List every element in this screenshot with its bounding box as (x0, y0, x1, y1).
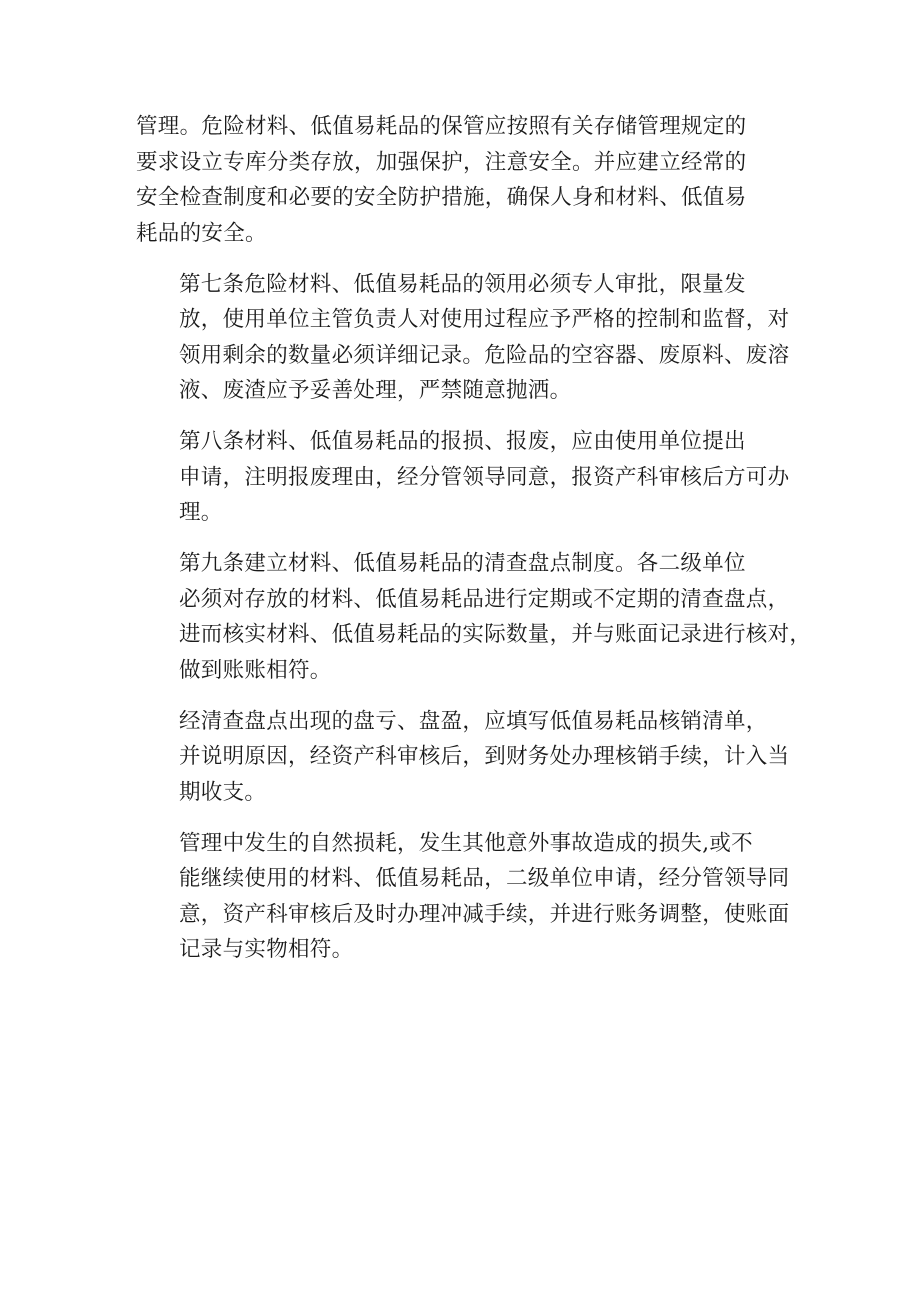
paragraph-article-8 (136, 424, 808, 531)
text-line: 申请，注明报废理由，经分管领导同意，报资产科审核后方可办 (179, 464, 790, 490)
text-line: 能继续使用的材料、低值易耗品，二级单位申请，经分管领导同 (179, 866, 790, 891)
text-line: 管理。危险材料、低值易耗品的保管应按照有关存储管理规定的 (136, 114, 747, 139)
text-line: 经清查盘点出现的盘亏、盘盈，应填写低值易耗品核销清单， (179, 708, 768, 734)
paragraph-article-9 (136, 546, 812, 688)
text-line: 必须对存放的材料、低值易耗品进行定期或不定期的清查盘点， (179, 586, 790, 612)
text-line: 记录与实物相符。 (179, 937, 354, 962)
paragraph-natural-loss (136, 826, 808, 968)
text-line: 要求设立专库分类存放，加强保护，注意安全。并应建立经常的 (136, 149, 747, 175)
paragraph-inventory-discrepancy (136, 704, 808, 811)
text-line: 理。 (179, 500, 223, 525)
text-line: 期收支。 (179, 779, 267, 805)
text-line: 并说明原因，经资产科审核后，到财务处办理核销手续，计入当 (179, 744, 790, 769)
text-line: 意，资产科审核后及时办理冲减手续，并进行账务调整，使账面 (179, 901, 790, 927)
text-line: 第七条危险材料、低值易耗品的领用必须专人审批，限量发 (179, 271, 746, 297)
document-body (136, 109, 812, 983)
text-line: 第九条建立材料、低值易耗品的清查盘点制度。各二级单位 (179, 551, 746, 576)
text-line: 第八条材料、低值易耗品的报损、报废，应由使用单位提出 (179, 429, 746, 454)
paragraph-article-7 (136, 267, 808, 409)
text-line: 液、废渣应予妥善处理，严禁随意抛洒。 (179, 378, 572, 403)
text-line: 管理中发生的自然损耗，发生其他意外事故造成的损失,或不 (179, 830, 753, 856)
paragraph-storage-safety (136, 109, 808, 251)
text-line: 安全检查制度和必要的安全防护措施，确保人身和材料、低值易 (136, 185, 747, 210)
text-line: 进而核实材料、低值易耗品的实际数量，并与账面记录进行核对， (179, 622, 812, 647)
text-line: 做到账账相符。 (179, 657, 332, 683)
text-line: 放，使用单位主管负责人对使用过程应予严格的控制和监督，对 (179, 307, 790, 332)
text-line: 领用剩余的数量必须详细记录。危险品的空容器、废原料、废溶 (179, 342, 790, 368)
text-line: 耗品的安全。 (136, 220, 267, 246)
